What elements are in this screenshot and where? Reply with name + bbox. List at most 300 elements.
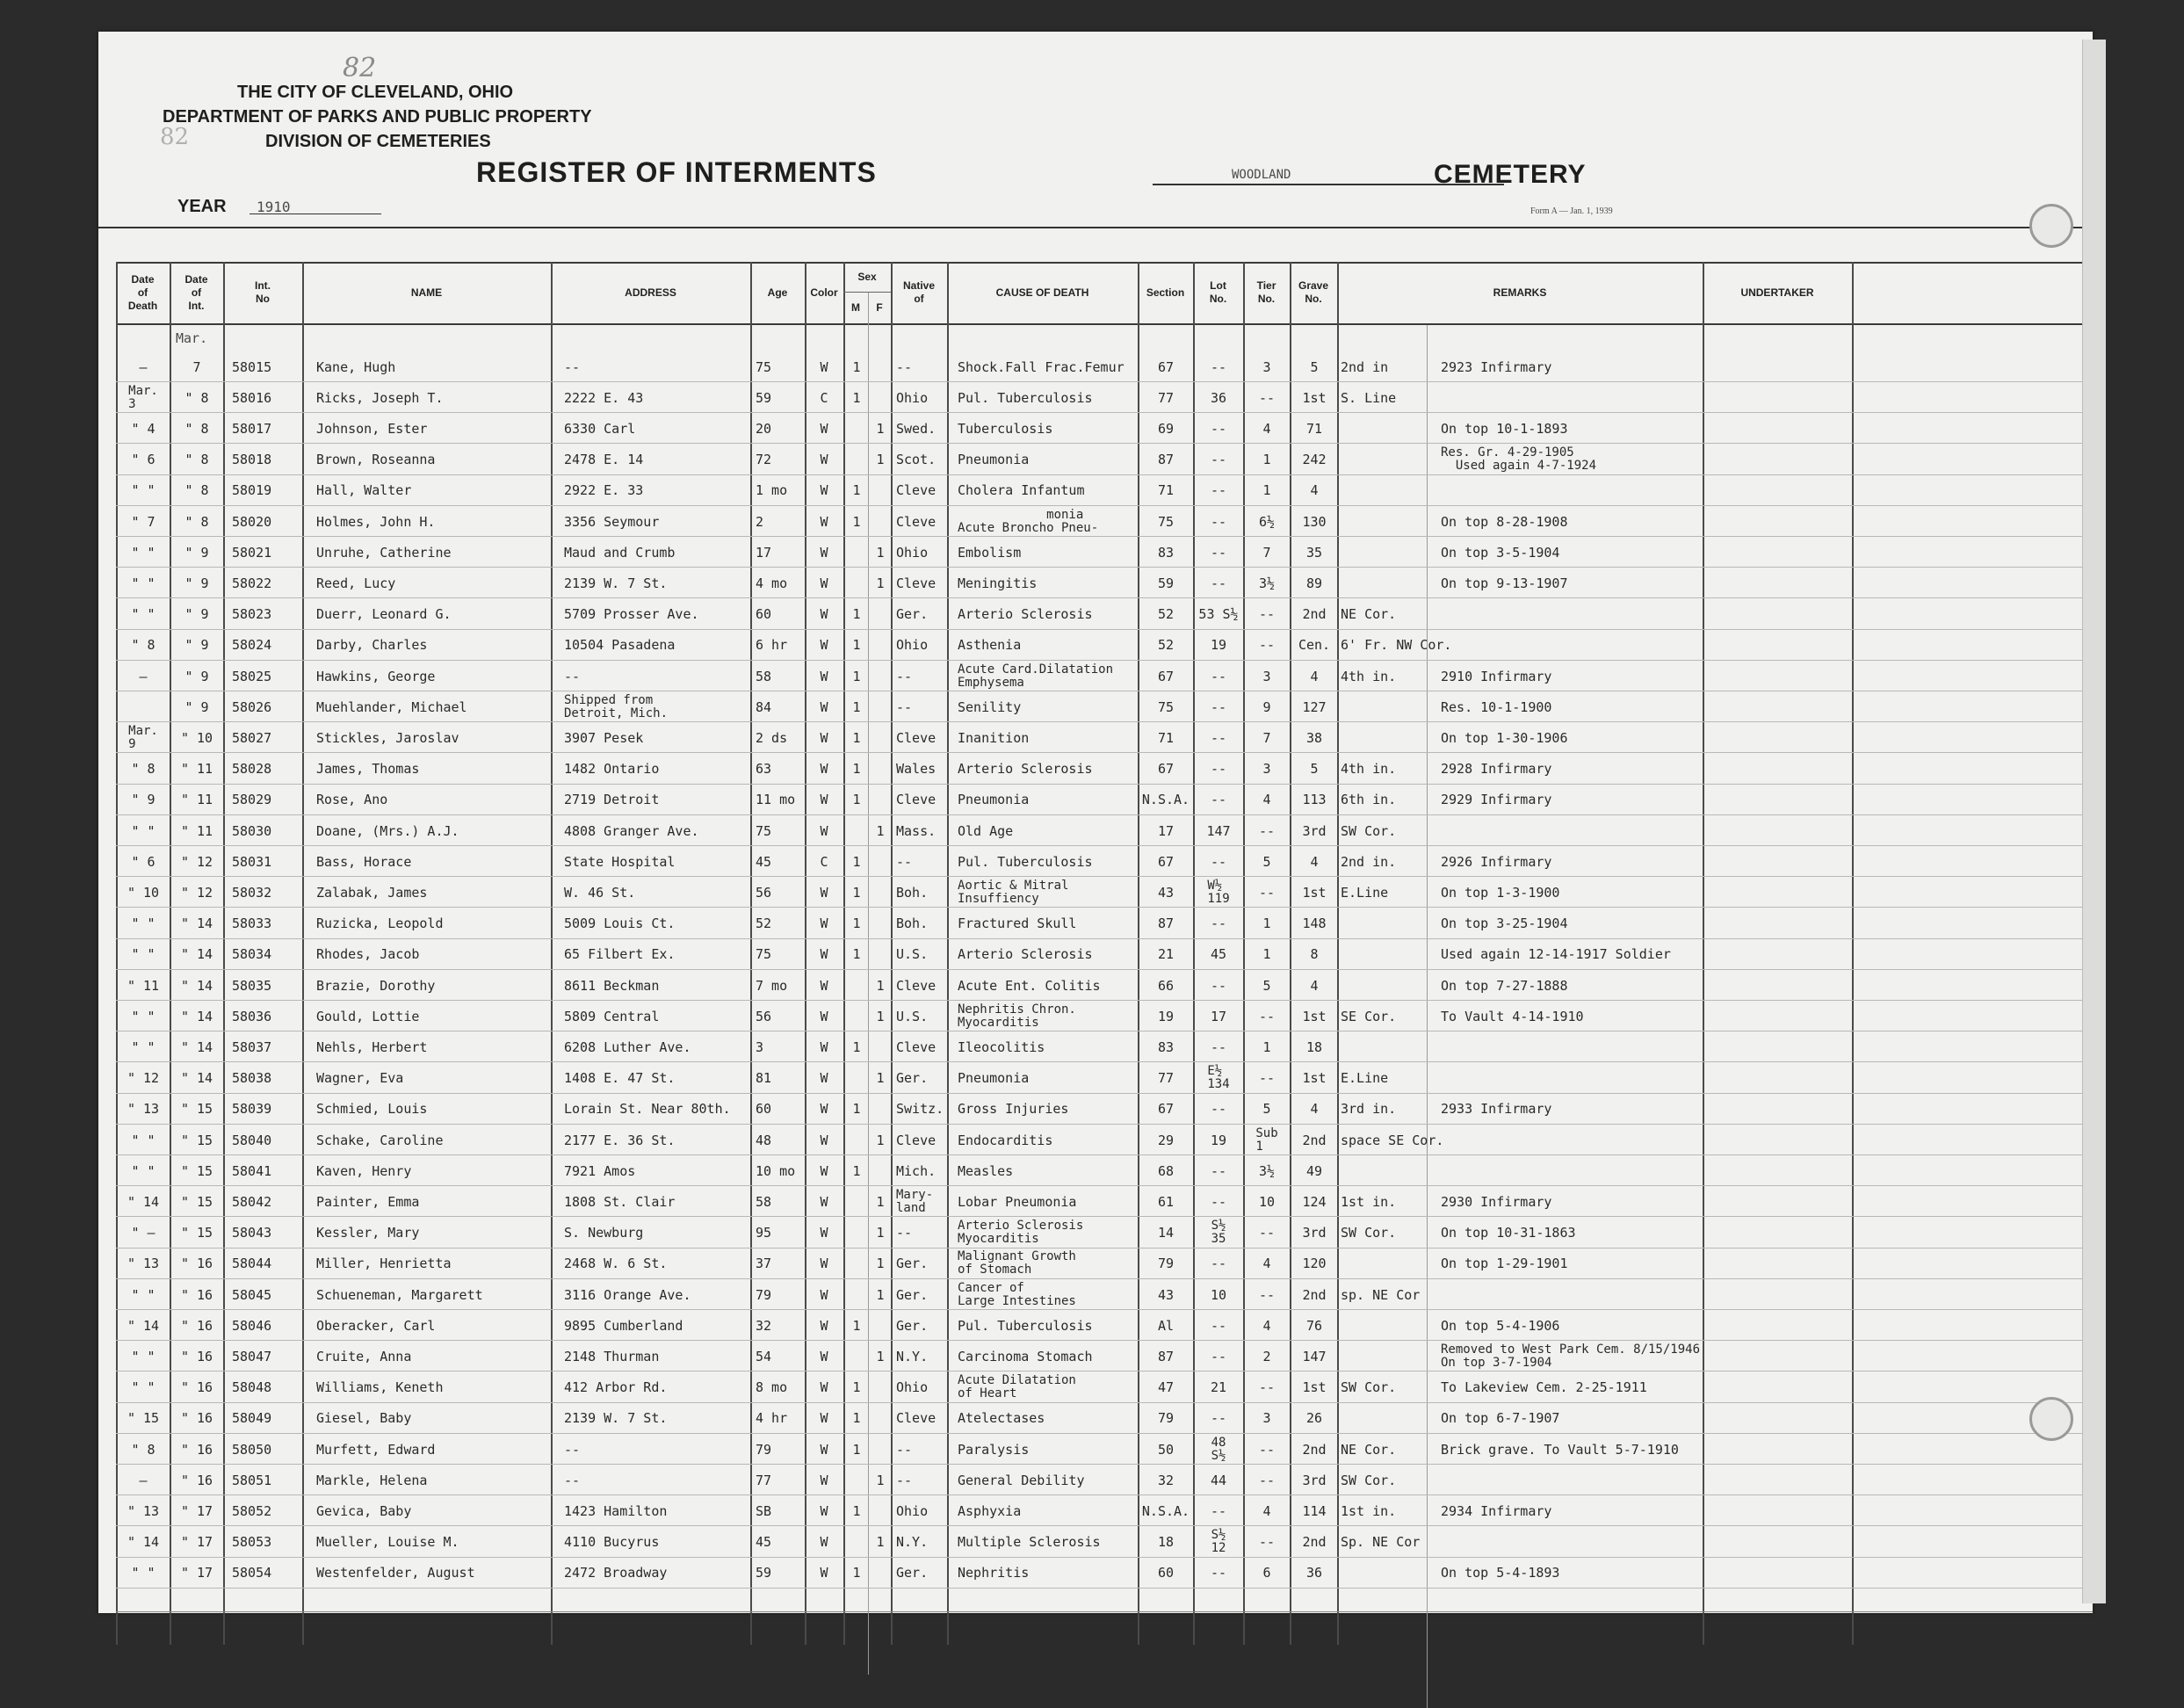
cell-sec: 67 [1157,358,1175,375]
cell-dd: Mar. 3 [128,383,158,411]
cell-dd: " " [131,1286,155,1303]
cell-rem: 2934 Infirmary [1441,1502,1552,1519]
cell-name: Miller, Henrietta [316,1256,452,1272]
cell-dd: " 4 [131,420,155,437]
cell-dd: " 13 [127,1256,160,1272]
cell-di: " 11 [180,792,213,808]
table-row [98,1558,2093,1589]
cell-lot: -- [1210,729,1227,746]
cell-name: Schueneman, Margarett [316,1286,483,1303]
cell-dd: " " [131,1132,155,1148]
cell-addr: 5709 Prosser Ave. [564,606,699,623]
cell-name: Bass, Horace [316,853,412,870]
cell-tier: 5 [1262,1101,1271,1118]
cell-f [870,754,891,785]
page-edge [2082,40,2106,1603]
cell-di: " 15 [180,1101,213,1118]
cell-m: 1 [852,358,861,375]
cell-m: 1 [852,482,861,499]
cell-tier: 10 [1258,1193,1276,1210]
cell-nat: Cleve [896,513,937,530]
cell-rem [1441,1125,1701,1155]
cell-cause: Endocarditis [958,1132,1053,1148]
cell-name: Mueller, Louise M. [316,1534,459,1551]
cell-dd: " 8 [131,637,155,654]
cell-lot: -- [1210,1317,1227,1334]
cell-dd: " " [131,1039,155,1055]
cell-col: C [820,853,828,870]
cell-cause: Lobar Pneumonia [958,1193,1077,1210]
cell-m: 1 [852,1317,861,1334]
cell-addr: 6330 Carl [564,420,636,437]
cell-no: 58036 [232,1008,272,1024]
cell-dd: " 13 [127,1101,160,1118]
cell-dd: " " [131,1162,155,1179]
cell-nat: Ger. [896,1286,929,1303]
table-row [98,754,2093,785]
month-heading: Mar. [176,330,208,346]
cell-name: Doane, (Mrs.) A.J. [316,822,459,839]
cell-col: W [820,698,828,715]
cell-tier: 2 [1262,1348,1271,1364]
table-row [98,1279,2093,1310]
cell-addr: 6208 Luther Ave. [564,1039,691,1055]
col-header-grave: Grave No. [1298,279,1329,305]
cell-di: " 14 [180,1070,213,1087]
cell-nat: Ohio [896,1379,929,1396]
cell-no: 58046 [232,1317,272,1334]
cell-f [870,691,891,722]
cell-no: 58019 [232,482,272,499]
col-header-sex: Sex [857,270,877,283]
cell-f [870,785,891,815]
binder-hole-top [2029,204,2073,248]
cell-no: 58043 [232,1225,272,1241]
cell-cause: Old Age [958,822,1014,839]
cell-dd: " " [131,1008,155,1024]
cell-rem: 2910 Infirmary [1441,668,1552,684]
year-value: 1910 [257,199,291,215]
cell-addr: 9895 Cumberland [564,1317,683,1334]
cell-sec: 60 [1157,1565,1175,1581]
cell-no: 58024 [232,637,272,654]
cell-age: 95 [756,1225,772,1241]
cell-grave: 1st [1302,1008,1327,1024]
cell-tier: 4 [1262,792,1271,808]
cell-name: Markle, Helena [316,1472,428,1488]
cell-nat: Ger. [896,1565,929,1581]
cell-tier: 3½ [1258,1162,1276,1179]
col-header-address: ADDRESS [625,286,676,299]
cell-addr: 10504 Pasadena [564,637,676,654]
cell-loc [1341,970,1425,1001]
cell-name: Cruite, Anna [316,1348,412,1364]
cell-no: 58018 [232,452,272,468]
cell-loc: 1st in. [1341,1502,1397,1519]
cell-col: W [820,1162,828,1179]
cell-di: " 9 [184,606,209,623]
cell-age: 48 [756,1132,772,1148]
cell-no: 58015 [232,358,272,375]
cell-loc: space SE Cor. [1341,1132,1444,1148]
cell-f [870,1495,891,1526]
cell-name: Westenfelder, August [316,1565,475,1581]
cell-cause: Tuberculosis [958,420,1053,437]
cell-f: 1 [876,1225,885,1241]
cell-col: W [820,916,828,932]
table-row [98,1031,2093,1062]
cell-rem: 2928 Infirmary [1441,761,1552,778]
table-row [98,691,2093,722]
cell-sec: 14 [1157,1225,1175,1241]
table-row [98,1434,2093,1465]
cell-m [845,1341,868,1371]
cell-no: 58039 [232,1101,272,1118]
cell-tier: 3½ [1258,575,1276,591]
cell-age: 3 [756,1039,764,1055]
cell-no: 58022 [232,575,272,591]
cell-rem [1441,1465,1701,1495]
table-row [98,630,2093,661]
cell-name: Duerr, Leonard G. [316,606,452,623]
cell-lot: -- [1210,358,1227,375]
cell-addr: Lorain St. Near 80th. [564,1101,731,1118]
cell-m: 1 [852,946,861,963]
cell-loc: NE Cor. [1341,1441,1397,1458]
cell-rem: On top 3-25-1904 [1441,916,1568,932]
cell-tier: -- [1258,822,1276,839]
cell-age: 7 mo [756,977,788,994]
cell-name: Kessler, Mary [316,1225,420,1241]
cell-grave: 49 [1305,1162,1323,1179]
table-row [98,970,2093,1001]
cell-dd: " 8 [131,761,155,778]
cell-di: " 16 [180,1441,213,1458]
cell-addr: 1808 St. Clair [564,1193,676,1210]
cell-m: 1 [852,1441,861,1458]
cell-sec: 43 [1157,884,1175,901]
cell-grave: 71 [1305,420,1323,437]
cell-name: Stickles, Jaroslav [316,729,459,746]
cell-f [870,661,891,691]
cell-nat: -- [896,1225,913,1241]
cell-di: " 14 [180,1039,213,1055]
cell-nat: -- [896,853,913,870]
cell-name: Schmied, Louis [316,1101,428,1118]
cell-f [870,722,891,753]
table-row [98,877,2093,908]
cell-no: 58038 [232,1070,272,1087]
cell-grave: 38 [1305,729,1323,746]
table-row [98,1001,2093,1031]
cell-cause: Inanition [958,729,1030,746]
cell-loc [1341,506,1425,537]
cell-nat: N.Y. [896,1348,929,1364]
cell-nat: Cleve [896,792,937,808]
cell-tier: -- [1258,1472,1276,1488]
cell-f: 1 [876,1472,885,1488]
cell-dd: Mar. 9 [128,723,158,751]
stamp-page-number: 82 [160,124,190,150]
cell-sec: 47 [1157,1379,1175,1396]
cell-cause: Meningitis [958,575,1038,591]
cell-sec: 71 [1157,482,1175,499]
cell-cause: Pul. Tuberculosis [958,853,1093,870]
table-row [98,1527,2093,1558]
cell-grave: 2nd [1302,1132,1327,1148]
col-header-sex-f: F [876,300,883,314]
cell-m: 1 [852,606,861,623]
table-row [98,846,2093,877]
cell-m [845,815,868,846]
cell-sec: 77 [1157,389,1175,406]
cell-m: 1 [852,513,861,530]
table-row [98,1372,2093,1403]
cell-rem: To Vault 4-14-1910 [1441,1008,1584,1024]
cell-sec: N.S.A. [1141,1502,1190,1519]
cell-nat: U.S. [896,946,929,963]
cell-col: W [820,1502,828,1519]
cell-addr: 412 Arbor Rd. [564,1379,668,1396]
cell-name: Rose, Ano [316,792,388,808]
cell-f [870,1031,891,1062]
cell-tier: 7 [1262,729,1271,746]
cell-nat: Cleve [896,1039,937,1055]
cell-f: 1 [876,1348,885,1364]
cell-loc [1341,537,1425,568]
cell-addr: 1408 E. 47 St. [564,1070,676,1087]
cell-di: " 16 [180,1256,213,1272]
cell-dd: " " [131,822,155,839]
cell-no: 58028 [232,761,272,778]
cell-cause: Atelectases [958,1410,1045,1427]
cell-loc: SW Cor. [1341,1472,1397,1488]
cell-tier: -- [1258,1534,1276,1551]
cell-nat: Ohio [896,544,929,561]
binder-hole-bottom [2029,1397,2073,1441]
cell-loc [1341,1310,1425,1341]
cell-col: W [820,1565,828,1581]
cell-col: W [820,606,828,623]
cell-m: 1 [852,916,861,932]
cell-rem: On top 1-29-1901 [1441,1256,1568,1272]
cell-rem: 2929 Infirmary [1441,792,1552,808]
table-row [98,1403,2093,1434]
col-header-age: Age [767,286,788,299]
cell-cause: Acute Ent. Colitis [958,977,1101,994]
cell-nat: Cleve [896,575,937,591]
cell-loc: S. Line [1341,389,1397,406]
cell-f [870,506,891,537]
cell-addr: -- [564,1472,581,1488]
cell-no: 58045 [232,1286,272,1303]
cell-dd: " " [131,575,155,591]
cell-cause: Pul. Tuberculosis [958,1317,1093,1334]
cell-addr: -- [564,1441,581,1458]
cell-loc [1341,1248,1425,1279]
cell-addr: 4808 Granger Ave. [564,822,699,839]
cell-cause: Nephritis Chron. Myocarditis [958,1002,1076,1030]
cell-sec: 61 [1157,1193,1175,1210]
cell-sec: 67 [1157,1101,1175,1118]
cell-name: Brown, Roseanna [316,452,436,468]
cell-m: 1 [852,668,861,684]
cell-addr: W. 46 St. [564,884,636,901]
cell-tier: 5 [1262,853,1271,870]
cell-lot: -- [1210,452,1227,468]
cell-no: 58051 [232,1472,272,1488]
cell-lot: 53 S½ [1198,606,1239,623]
cell-grave: 36 [1305,1565,1323,1581]
cell-nat: Scot. [896,452,937,468]
table-row [98,1495,2093,1526]
table-row [98,506,2093,537]
cell-di: " 14 [180,916,213,932]
cell-grave: 1st [1302,884,1327,901]
cell-grave: 3rd [1302,1225,1327,1241]
cell-grave: 2nd [1302,1286,1327,1303]
cell-addr: 2719 Detroit [564,792,660,808]
cell-di: " 17 [180,1534,213,1551]
table-row [98,599,2093,630]
cell-col: W [820,637,828,654]
cell-lot: -- [1210,1410,1227,1427]
cell-di: " 16 [180,1286,213,1303]
cell-grave: 89 [1305,575,1323,591]
cell-grave: 4 [1310,853,1319,870]
cell-col: W [820,1225,828,1241]
cell-lot: 45 [1210,946,1227,963]
cell-dd: " 13 [127,1502,160,1519]
cell-f: 1 [876,977,885,994]
cell-age: 77 [756,1472,772,1488]
cell-tier: 1 [1262,452,1271,468]
cell-age: 4 hr [756,1410,788,1427]
cell-f: 1 [876,1193,885,1210]
cell-sec: 83 [1157,544,1175,561]
cell-cause: Arterio Sclerosis [958,946,1093,963]
cell-m: 1 [852,884,861,901]
cell-age: 20 [756,420,772,437]
cell-age: 63 [756,761,772,778]
cell-age: 56 [756,884,772,901]
cell-sec: 79 [1157,1256,1175,1272]
cell-age: 75 [756,946,772,963]
cell-dd: " 14 [127,1534,160,1551]
cell-di: " 9 [184,698,209,715]
cell-grave: 2nd [1302,1441,1327,1458]
col-header-section: Section [1146,286,1185,299]
cell-f [870,1434,891,1465]
cell-m: 1 [852,1565,861,1581]
table-row [98,351,2093,382]
cell-addr: 5009 Louis Ct. [564,916,676,932]
cell-nat: Wales [896,761,937,778]
cell-name: Giesel, Baby [316,1410,412,1427]
cell-age: 11 mo [756,792,796,808]
cell-rem: On top 7-27-1888 [1441,977,1568,994]
cell-grave: 1st [1302,1070,1327,1087]
cell-nat: Boh. [896,884,929,901]
pencil-page-number: 82 [343,53,377,83]
cell-m: 1 [852,792,861,808]
cell-di: " 16 [180,1379,213,1396]
cell-loc: 6' Fr. NW Cor. [1341,637,1452,654]
city-heading: THE CITY OF CLEVELAND, OHIO [237,83,514,102]
cell-cause: Paralysis [958,1441,1030,1458]
cell-tier: 6½ [1258,513,1276,530]
cell-rem: On top 1-3-1900 [1441,884,1560,901]
department-heading: DEPARTMENT OF PARKS AND PUBLIC PROPERTY [163,107,592,127]
cell-di: " 8 [184,482,209,499]
cell-lot: 48 S½ [1211,1435,1226,1463]
cell-cause: Pul. Tuberculosis [958,389,1093,406]
cell-age: 75 [756,822,772,839]
cell-di: " 8 [184,452,209,468]
cell-cause: Carcinoma Stomach [958,1348,1093,1364]
cell-addr: 2222 E. 43 [564,389,644,406]
cell-di: " 15 [180,1193,213,1210]
cell-cause: Measles [958,1162,1014,1179]
cell-no: 58029 [232,792,272,808]
cell-tier: 3 [1262,668,1271,684]
cell-nat: N.Y. [896,1534,929,1551]
cell-col: W [820,1008,828,1024]
cell-addr: Maud and Crumb [564,544,676,561]
cell-rem [1441,1279,1701,1310]
cell-col: W [820,1256,828,1272]
cell-sec: 87 [1157,452,1175,468]
cell-no: 58054 [232,1565,272,1581]
cell-tier: 3 [1262,358,1271,375]
cell-col: W [820,977,828,994]
col-header-undertaker: UNDERTAKER [1740,286,1814,299]
cell-sec: 29 [1157,1132,1175,1148]
cell-addr: 3907 Pesek [564,729,644,746]
cell-rem [1441,382,1701,413]
cell-lot: 10 [1210,1286,1227,1303]
cell-col: W [820,452,828,468]
cell-m [845,1218,868,1248]
cell-grave: 242 [1302,452,1327,468]
cell-loc: SW Cor. [1341,1379,1397,1396]
table-bottom-rule [116,1611,2093,1612]
cell-addr: 3356 Seymour [564,513,660,530]
cell-di: " 15 [180,1132,213,1148]
cell-di: " 16 [180,1410,213,1427]
cell-sec: 79 [1157,1410,1175,1427]
cell-col: W [820,1472,828,1488]
cell-addr: 1423 Hamilton [564,1502,668,1519]
cell-age: 59 [756,389,772,406]
cell-nat: Cleve [896,977,937,994]
cell-di: " 12 [180,884,213,901]
cell-rem: Res. 10-1-1900 [1441,698,1552,715]
cell-sec: 67 [1157,853,1175,870]
cell-lot: -- [1210,1565,1227,1581]
cell-grave: 8 [1310,946,1319,963]
cell-nat: Ger. [896,1070,929,1087]
cell-addr: 2478 E. 14 [564,452,644,468]
cell-name: Oberacker, Carl [316,1317,436,1334]
cell-col: W [820,761,828,778]
cell-sec: 87 [1157,1348,1175,1364]
cell-lot: 36 [1210,389,1227,406]
cell-loc [1341,1403,1425,1434]
cell-no: 58044 [232,1256,272,1272]
form-note: Form A — Jan. 1, 1939 [1530,206,1613,216]
cell-lot: W½ 119 [1207,878,1230,906]
